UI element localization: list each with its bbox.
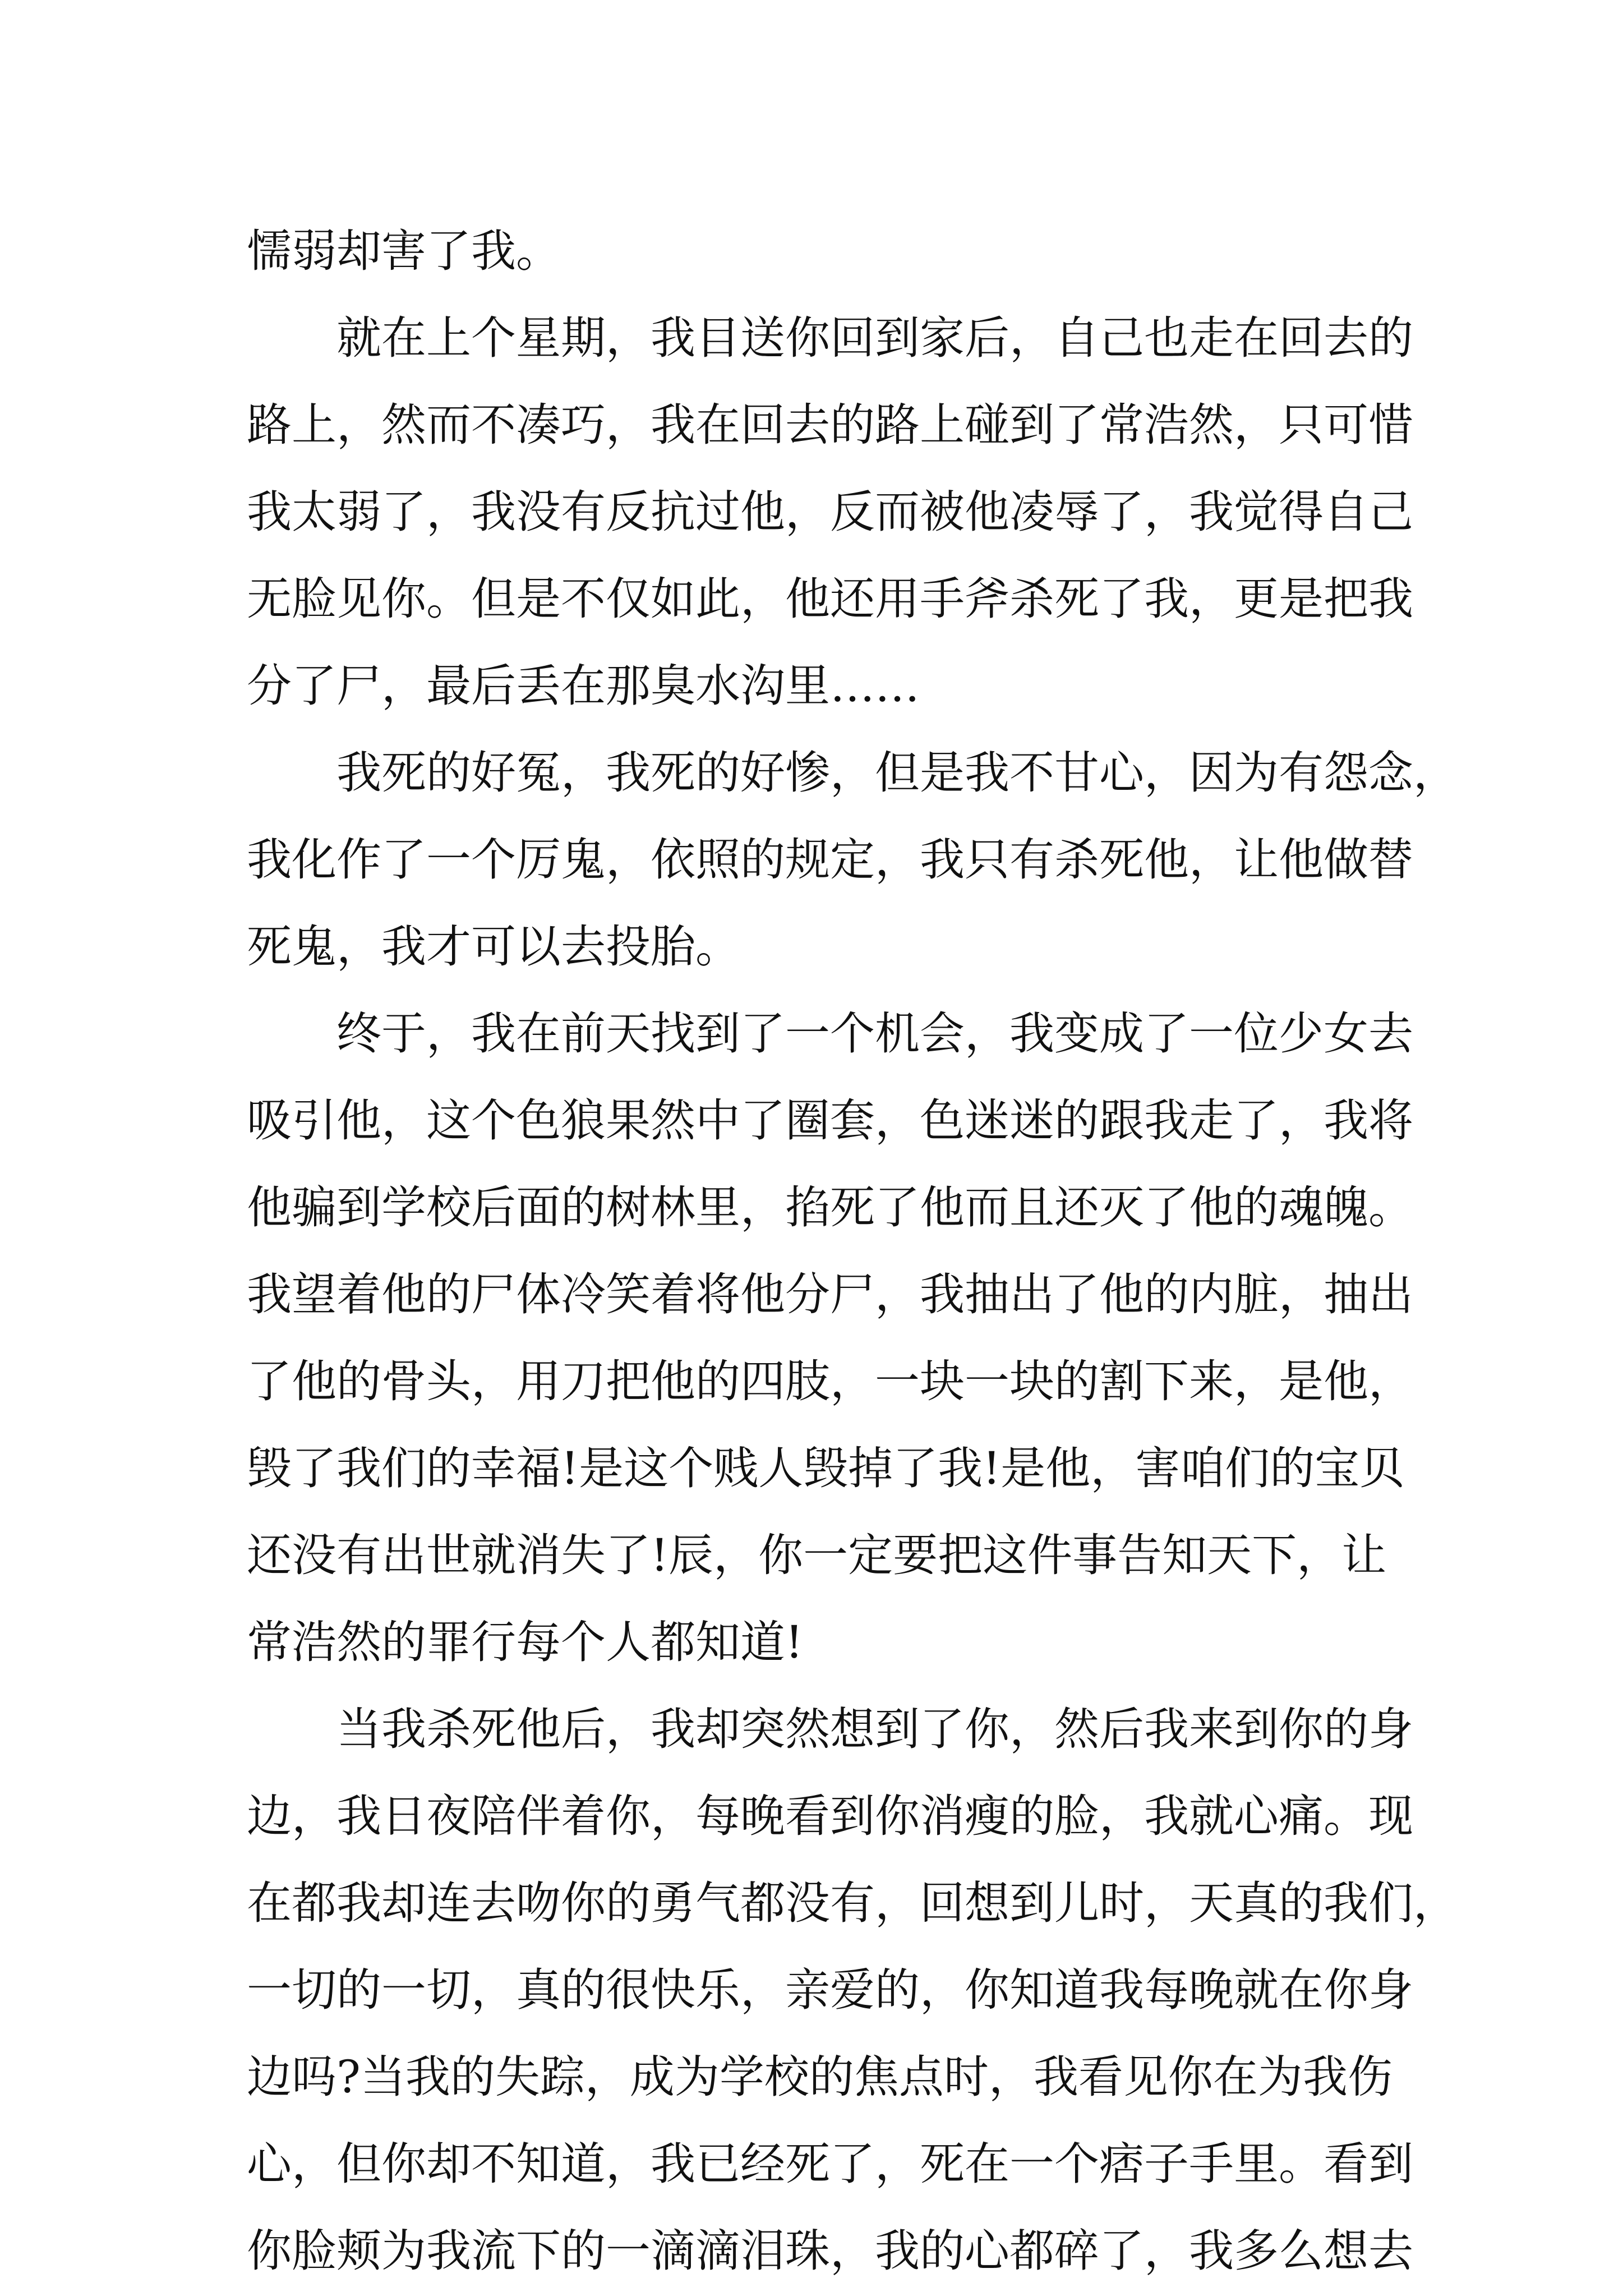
body-text <box>247 208 1458 2294</box>
text-line: 毁了我们的幸福!是这个贱人毁掉了我!是他，害咱们的宝贝 <box>247 1442 1405 1494</box>
text-line: 我太弱了，我没有反抗过他，反而被他凌辱了，我觉得自己 <box>247 486 1413 538</box>
text-line: 常浩然的罪行每个人都知道! <box>247 1616 804 1668</box>
text-line: 就在上个星期，我目送你回到家后，自己也走在回去的 <box>336 312 1413 364</box>
text-line: 边吗?当我的失踪，成为学校的焦点时，我看见你在为我伤 <box>247 2051 1393 2103</box>
text-line: 当我杀死他后，我却突然想到了你，然后我来到你的身 <box>336 1703 1413 1755</box>
text-line: 我化作了一个厉鬼，依照的规定，我只有杀死他，让他做替 <box>247 834 1413 886</box>
text-line: 懦弱却害了我。 <box>247 225 561 277</box>
text-line: 他骗到学校后面的树林里，掐死了他而且还灭了他的魂魄。 <box>247 1181 1413 1234</box>
text-line: 无脸见你。但是不仅如此，他还用手斧杀死了我，更是把我 <box>247 573 1413 625</box>
text-line: 我望着他的尸体冷笑着将他分尸，我抽出了他的内脏，抽出 <box>247 1268 1413 1320</box>
text-line: 死鬼，我才可以去投胎。 <box>247 921 740 973</box>
text-line: 一切的一切，真的很快乐，亲爱的，你知道我每晚就在你身 <box>247 1964 1413 2016</box>
text-line: 在都我却连去吻你的勇气都没有，回想到儿时，天真的我们， <box>247 1877 1458 1929</box>
text-line: 吸引他，这个色狼果然中了圈套，色迷迷的跟我走了，我将 <box>247 1094 1413 1147</box>
text-line: 路上，然而不凑巧，我在回去的路上碰到了常浩然，只可惜 <box>247 399 1413 451</box>
text-line: 我死的好冤，我死的好惨，但是我不甘心，因为有怨念， <box>336 747 1458 799</box>
text-line: 还没有出世就消失了!辰，你一定要把这件事告知天下，让 <box>247 1529 1387 1581</box>
text-line: 终于，我在前天找到了一个机会，我变成了一位少女去 <box>336 1007 1413 1060</box>
text-line: 边，我日夜陪伴着你，每晚看到你消瘦的脸，我就心痛。现 <box>247 1790 1413 1842</box>
text-line: 分了尸，最后丢在那臭水沟里…… <box>247 660 920 712</box>
text-line: 了他的骨头，用刀把他的四肢，一块一块的割下来，是他， <box>247 1355 1413 1407</box>
text-line: 你脸颊为我流下的一滴滴泪珠，我的心都碎了，我多么想去 <box>247 2225 1413 2277</box>
text-line: 心，但你却不知道，我已经死了，死在一个痞子手里。看到 <box>247 2138 1413 2190</box>
